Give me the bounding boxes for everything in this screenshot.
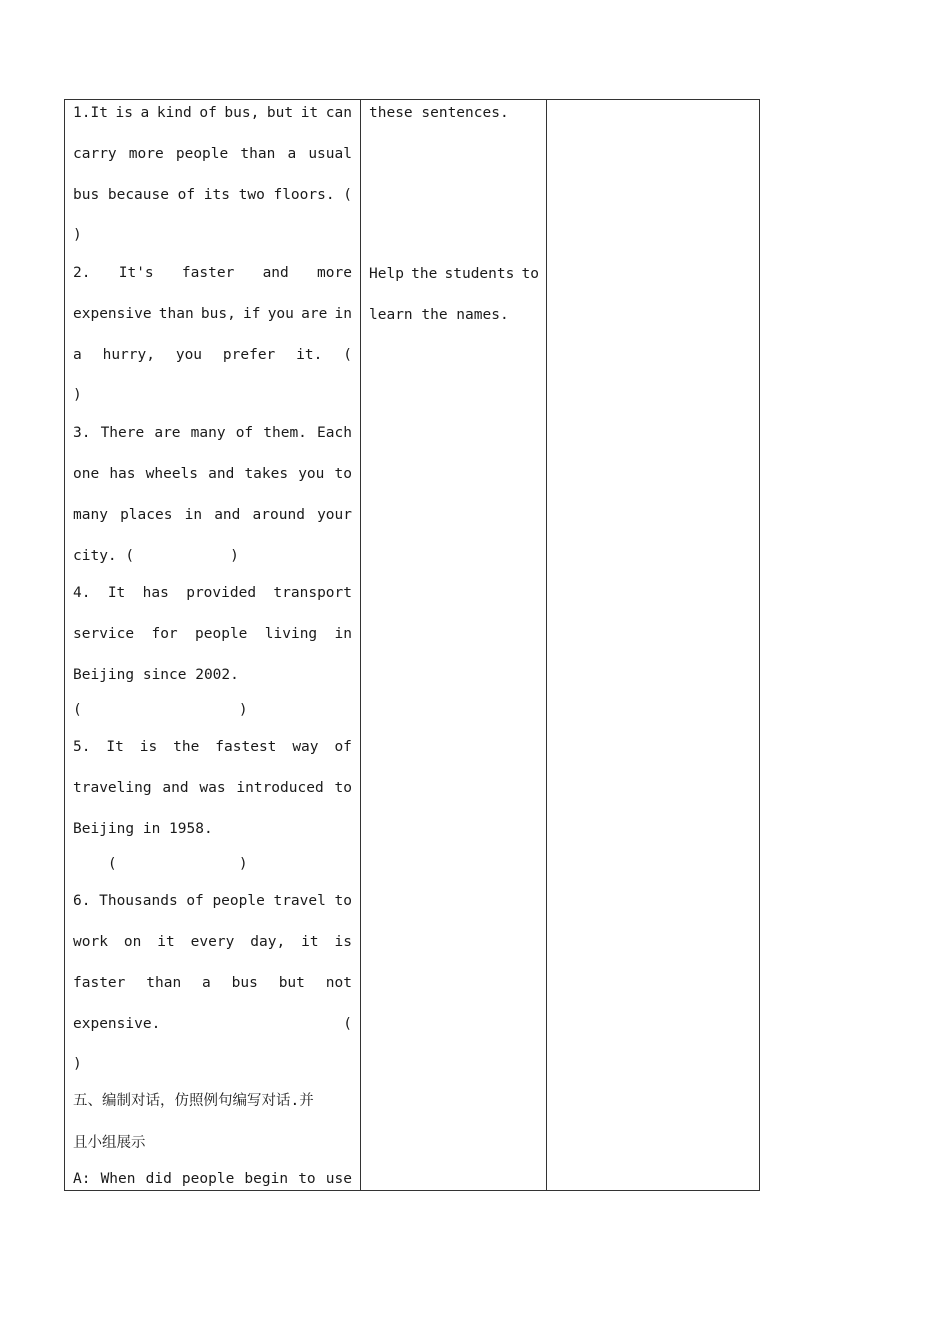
word: can xyxy=(325,105,352,121)
word: than xyxy=(240,146,276,162)
note2-line xyxy=(369,306,539,324)
word: 1.It xyxy=(73,105,108,121)
word: in xyxy=(184,507,203,523)
word: a xyxy=(140,105,150,121)
word: bus xyxy=(231,975,258,991)
word: 5. xyxy=(73,739,91,755)
text: ) xyxy=(73,387,82,403)
word: a xyxy=(202,975,211,991)
word: but xyxy=(266,105,294,121)
word: your xyxy=(317,507,352,523)
exercise-column xyxy=(65,100,361,1190)
word: day, xyxy=(250,934,286,950)
word: Thousands xyxy=(99,893,178,909)
word: carry xyxy=(73,146,117,162)
text: ( ) xyxy=(73,702,248,718)
text: 且小组展示 xyxy=(73,1135,146,1151)
q4-line xyxy=(73,625,352,643)
word: expensive xyxy=(73,306,152,322)
word: fastest xyxy=(215,739,277,755)
q2-line xyxy=(73,346,352,364)
word: you xyxy=(175,347,203,363)
word: Help xyxy=(369,266,404,282)
q5-line xyxy=(73,738,352,756)
word: students xyxy=(444,266,515,282)
word: it xyxy=(157,934,175,950)
word: ( xyxy=(343,1016,352,1032)
word: on xyxy=(123,934,142,950)
word: of xyxy=(199,105,217,121)
word: is xyxy=(334,934,352,950)
word: ( xyxy=(343,187,352,203)
word: are xyxy=(301,306,328,322)
q5-line xyxy=(73,779,352,797)
word: It xyxy=(106,739,124,755)
word: use xyxy=(325,1171,352,1187)
text: ) xyxy=(73,227,82,243)
word: are xyxy=(154,425,181,441)
word: takes xyxy=(244,466,289,482)
q3-line xyxy=(73,547,352,565)
word: one xyxy=(73,466,100,482)
q1-line xyxy=(73,226,352,244)
word: people xyxy=(212,893,265,909)
q2-line xyxy=(73,264,352,282)
section5-line xyxy=(73,1092,352,1110)
word: faster xyxy=(73,975,126,991)
word: 3. xyxy=(73,425,91,441)
word: places xyxy=(120,507,173,523)
word: is xyxy=(115,105,133,121)
word: and xyxy=(262,265,289,281)
word: in xyxy=(334,306,352,322)
word: it xyxy=(301,934,319,950)
word: to xyxy=(334,893,352,909)
word: a xyxy=(287,146,297,162)
word: because xyxy=(107,187,169,203)
word: bus, xyxy=(224,105,260,121)
note2-line xyxy=(369,265,539,283)
word: of xyxy=(334,739,352,755)
word: to xyxy=(334,780,352,796)
word: has xyxy=(142,585,169,601)
q2-line xyxy=(73,386,352,404)
section5-line xyxy=(73,1134,352,1152)
word: than xyxy=(146,975,182,991)
word: wheels xyxy=(145,466,199,482)
word: if xyxy=(243,306,261,322)
word: begin xyxy=(244,1171,289,1187)
text: ) xyxy=(73,1056,82,1072)
text: Beijing since 2002. xyxy=(73,667,239,683)
word: it. xyxy=(296,347,323,363)
note1-line xyxy=(369,104,539,122)
teacher-notes-column xyxy=(361,100,547,1190)
q6-line xyxy=(73,1015,352,1033)
word: It's xyxy=(118,265,154,281)
word: a xyxy=(73,347,82,363)
word: There xyxy=(100,425,145,441)
word: in xyxy=(334,626,352,642)
word: people xyxy=(195,626,248,642)
word: to xyxy=(298,1171,316,1187)
word: it xyxy=(300,105,319,121)
dialogue-line xyxy=(73,1170,352,1188)
word: people xyxy=(181,1171,235,1187)
word: of xyxy=(177,187,196,203)
q6-line xyxy=(73,1055,352,1073)
word: travel xyxy=(273,893,326,909)
word: not xyxy=(325,975,352,991)
word: faster xyxy=(181,265,235,281)
q1-line xyxy=(73,186,352,204)
q3-line xyxy=(73,424,352,442)
word: and xyxy=(162,780,189,796)
word: many xyxy=(190,425,226,441)
q6-line xyxy=(73,933,352,951)
q3-line xyxy=(73,465,352,483)
word: 2. xyxy=(73,265,91,281)
q4-line xyxy=(73,701,352,719)
word: provided xyxy=(186,585,257,601)
word: is xyxy=(139,739,158,755)
word: to xyxy=(334,466,352,482)
word: service xyxy=(73,626,135,642)
word: traveling xyxy=(73,780,152,796)
word: hurry, xyxy=(102,347,155,363)
word: has xyxy=(109,466,136,482)
q5-line xyxy=(73,855,352,873)
q4-line xyxy=(73,584,352,602)
q1-line xyxy=(73,104,352,122)
text: ( ) xyxy=(73,856,248,872)
word: two xyxy=(238,187,265,203)
word: of xyxy=(235,425,254,441)
text: city. ( ) xyxy=(73,548,239,564)
word: work xyxy=(73,934,108,950)
word: way xyxy=(292,739,319,755)
word: introduced xyxy=(236,780,324,796)
word: usual xyxy=(308,146,352,162)
word: It xyxy=(107,585,126,601)
q6-line xyxy=(73,892,352,910)
text: learn the names. xyxy=(369,307,509,323)
word: them. xyxy=(263,425,307,441)
word: its xyxy=(203,187,230,203)
word: of xyxy=(186,893,204,909)
word: A: xyxy=(73,1171,91,1187)
word: people xyxy=(175,146,229,162)
word: many xyxy=(73,507,108,523)
q4-line xyxy=(73,666,352,684)
word: 6. xyxy=(73,893,91,909)
word: to xyxy=(521,266,539,282)
word: did xyxy=(145,1171,172,1187)
q3-line xyxy=(73,506,352,524)
remarks-column xyxy=(547,100,759,1190)
word: and xyxy=(214,507,241,523)
word: every xyxy=(190,934,235,950)
word: floors. xyxy=(273,187,335,203)
word: you xyxy=(267,306,294,322)
q2-line xyxy=(73,305,352,323)
q6-line xyxy=(73,974,352,992)
text: these sentences. xyxy=(369,105,509,121)
q1-line xyxy=(73,145,352,163)
word: for xyxy=(151,626,178,642)
word: 五、编制对话，仿照例句编写对话.并 xyxy=(73,1093,314,1109)
word: around xyxy=(252,507,305,523)
word: When xyxy=(100,1171,136,1187)
q5-line xyxy=(73,820,352,838)
word: 4. xyxy=(73,585,91,601)
word: the xyxy=(411,266,438,282)
word: bus, xyxy=(200,306,236,322)
lesson-table xyxy=(64,99,760,1191)
word: living xyxy=(264,626,318,642)
word: bus xyxy=(73,187,100,203)
word: more xyxy=(128,146,164,162)
word: was xyxy=(199,780,226,796)
word: Each xyxy=(317,425,352,441)
word: prefer xyxy=(222,347,276,363)
word: ( xyxy=(343,347,352,363)
word: than xyxy=(158,306,194,322)
word: the xyxy=(173,739,200,755)
word: kind xyxy=(156,105,192,121)
word: you xyxy=(298,466,325,482)
word: more xyxy=(317,265,352,281)
word: transport xyxy=(273,585,352,601)
word: but xyxy=(278,975,305,991)
text: Beijing in 1958. xyxy=(73,821,213,837)
word: and xyxy=(208,466,235,482)
word: expensive. xyxy=(73,1016,161,1032)
